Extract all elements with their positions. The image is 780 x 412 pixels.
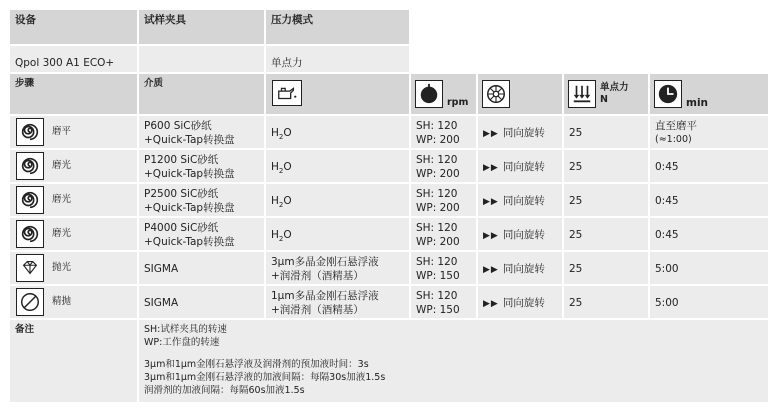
lubricant-column-header [266,74,409,114]
medium-value: SIGMA [144,297,179,309]
table-row-force [564,184,648,216]
table-row-step [10,286,137,318]
table-row-medium [139,252,264,284]
table-row-lubricant [266,184,409,216]
medium-line: P1200 SiC砂纸 [144,154,219,166]
direction-value: 同向旋转 [502,195,545,207]
table-row-time [650,184,768,216]
direction-column-header [478,74,562,114]
table-row-force [564,252,648,284]
direction-value: 同向旋转 [502,297,545,309]
table-row-direction [478,218,562,250]
table-row-rpm [411,150,476,182]
holder-header: 试样夹具 [139,10,264,44]
direction-value: 同向旋转 [502,127,545,139]
table-row-lubricant [266,150,409,182]
disc-speed: WP: 200 [416,236,460,248]
step-name: 磨光 [52,228,72,239]
table-row-time [650,218,768,250]
force-arrows-icon [568,80,596,108]
lubricant-line: +润滑剂（酒精基） [271,304,364,316]
force-value: 25 [569,195,583,207]
pressure-value: 单点力 [266,46,409,72]
medium-line: +Quick-Tap转换盘 [144,134,235,146]
table-row-force [564,218,648,250]
time-column-header: min [650,74,768,114]
device-header: 设备 [10,10,137,44]
play-arrows-icon: ▶▶ [483,299,499,309]
table-row-lubricant [266,218,409,250]
speed-dial-icon [415,80,443,108]
medium-line: P4000 SiC砂纸 [144,222,219,234]
table-row-direction [478,286,562,318]
medium-line: P2500 SiC砂纸 [144,188,219,200]
direction-value: 同向旋转 [502,229,545,241]
lubricant-value: $H_2O$ [271,127,292,142]
force-value: 25 [569,127,583,139]
play-arrows-icon: ▶▶ [483,197,499,207]
table-row-step [10,218,137,250]
time-value: 0:45 [655,161,679,173]
table-row-medium [139,218,264,250]
force-column-header: 单点力 N [564,74,648,114]
note-line: SH:试样夹具的转速 [144,324,227,335]
time-value: 5:00 [655,297,679,309]
spiral-disc-icon [16,118,44,146]
table-row-time [650,116,768,148]
time-value: 5:00 [655,263,679,275]
table-row-force [564,286,648,318]
lubricant-value: $H_2O$ [271,229,292,244]
pressure-header: 压力模式 [266,10,409,44]
rpm-column-header: rpm [411,74,476,114]
note-line: 3μm和1μm金刚石悬浮液及润滑剂的预加液时间：3s [144,359,369,370]
table-row-rpm [411,286,476,318]
table-row-time [650,150,768,182]
medium-line: +Quick-Tap转换盘 [144,168,235,180]
table-row-lubricant [266,116,409,148]
medium-column-header: 介质 [139,74,264,114]
table-row-direction [478,150,562,182]
lubricant-line: 1μm多晶金刚石悬浮液 [271,290,379,302]
step-column-header: 步骤 [10,74,137,114]
table-row-step [10,116,137,148]
play-arrows-icon: ▶▶ [483,231,499,241]
time-note: (≈1:00) [655,134,692,145]
holder-speed: SH: 120 [416,256,458,268]
lubricant-line: 3μm多晶金刚石悬浮液 [271,256,379,268]
step-name: 精抛 [52,296,72,307]
note-line: 润滑剂的加液间隔：每隔60s加液1.5s [144,385,305,396]
direction-value: 同向旋转 [502,263,545,275]
disc-speed: WP: 200 [416,202,460,214]
direction-value: 同向旋转 [502,161,545,173]
step-name: 磨平 [52,126,72,137]
force-value: 25 [569,161,583,173]
table-row-step [10,252,137,284]
medium-value: SIGMA [144,263,179,275]
disc-speed: WP: 200 [416,168,460,180]
time-value: 直至磨平 [655,120,697,132]
disc-speed: WP: 200 [416,134,460,146]
step-name: 抛光 [52,262,72,273]
table-row-force [564,150,648,182]
holder-speed: SH: 120 [416,120,458,132]
table-row-lubricant [266,286,409,318]
table-row-rpm [411,218,476,250]
play-arrows-icon: ▶▶ [483,163,499,173]
holder-speed: SH: 120 [416,222,458,234]
holder-speed: SH: 120 [416,290,458,302]
oil-can-icon [272,80,302,106]
no-symbol-icon [16,288,44,316]
table-row-rpm [411,184,476,216]
disc-speed: WP: 150 [416,304,460,316]
clock-icon [654,80,682,108]
table-row-medium [139,184,264,216]
table-row-rpm [411,116,476,148]
step-name: 磨光 [52,194,72,205]
force-value: 25 [569,229,583,241]
force-value: 25 [569,263,583,275]
play-arrows-icon: ▶▶ [483,265,499,275]
play-arrows-icon: ▶▶ [483,129,499,139]
time-value: 0:45 [655,195,679,207]
note-line: WP:工作盘的转速 [144,337,220,348]
spiral-disc-icon [16,186,44,214]
table-row-medium [139,286,264,318]
spiral-disc-icon [16,220,44,248]
diamond-icon [16,254,44,282]
lubricant-value: $H_2O$ [271,161,292,176]
lubricant-value: $H_2O$ [271,195,292,210]
lubricant-line: +润滑剂（酒精基） [271,270,364,282]
table-row-step [10,150,137,182]
notes-label: 备注 [10,320,137,402]
table-row-direction [478,116,562,148]
table-row-step [10,184,137,216]
step-name: 磨光 [52,160,72,171]
holder-speed: SH: 120 [416,188,458,200]
table-row-medium [139,116,264,148]
medium-line: +Quick-Tap转换盘 [144,202,235,214]
time-value: 0:45 [655,229,679,241]
holder-value [139,46,264,72]
note-line: 3μm和1μm金刚石悬浮液的加液间隔：每隔30s加液1.5s [144,372,386,383]
rotation-wheel-icon [482,80,510,108]
table-row-direction [478,184,562,216]
table-row-time [650,286,768,318]
table-row-medium [139,150,264,182]
table-row-time [650,252,768,284]
table-row-force [564,116,648,148]
spiral-disc-icon [16,152,44,180]
table-row-lubricant [266,252,409,284]
disc-speed: WP: 150 [416,270,460,282]
table-row-rpm [411,252,476,284]
force-value: 25 [569,297,583,309]
table-row-direction [478,252,562,284]
medium-line: P600 SiC砂纸 [144,120,212,132]
notes-content [139,320,768,402]
device-value: Qpol 300 A1 ECO+ [10,46,137,72]
medium-line: +Quick-Tap转换盘 [144,236,235,248]
holder-speed: SH: 120 [416,154,458,166]
